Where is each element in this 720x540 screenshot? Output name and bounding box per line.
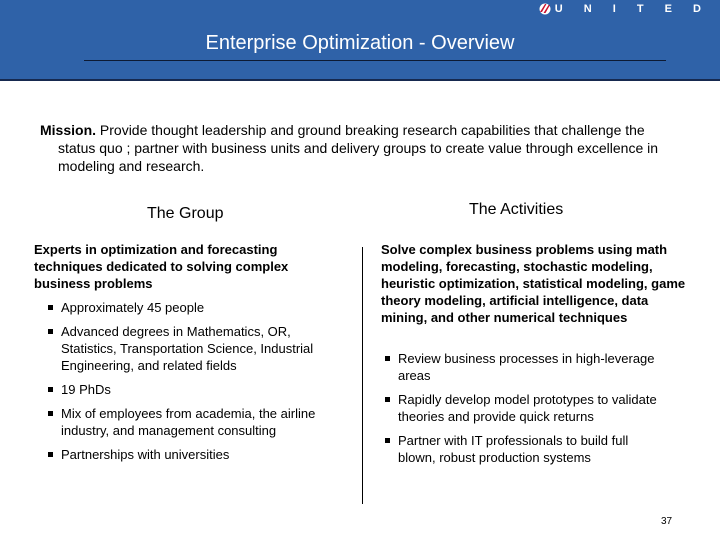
page-number: 37	[661, 516, 673, 527]
bullet-square-icon	[48, 329, 53, 334]
group-bullet	[47, 446, 347, 463]
title-underline	[84, 60, 666, 61]
group-heading: The Group	[147, 205, 224, 222]
bullet-text: Mix of employees from academia, the airline industry, and management consulting	[61, 406, 316, 438]
group-bullet-list	[47, 299, 347, 470]
group-bullet	[47, 323, 347, 374]
bullet-square-icon	[48, 452, 53, 457]
slide-header	[0, 0, 720, 81]
column-divider	[362, 247, 363, 504]
group-lead: Experts in optimization and forecasting techniques dedicated to solving complex business problems	[34, 242, 289, 291]
group-bullet	[47, 405, 347, 439]
bullet-square-icon	[48, 387, 53, 392]
activities-lead: Solve complex business problems using math modeling, forecasting, stochastic modeling, heuristic optimization, statistical modeling, game theory modeling, artificial intelligence, data mining, and other numerical techniques	[381, 242, 686, 325]
bullet-text: Approximately 45 people	[61, 300, 205, 315]
bullet-square-icon	[48, 411, 53, 416]
bullet-square-icon	[385, 356, 390, 361]
activities-heading: The Activities	[469, 201, 564, 218]
bullet-text: Advanced degrees in Mathematics, OR, Statistics, Transportation Science, Industrial Engineering, and related fields	[61, 324, 314, 373]
group-bullet	[47, 381, 347, 398]
activities-bullet	[384, 391, 664, 425]
bullet-text: Partnerships with universities	[61, 447, 230, 462]
bullet-square-icon	[48, 305, 53, 310]
activities-bullet	[384, 350, 664, 384]
bullet-square-icon	[385, 397, 390, 402]
mission-statement	[40, 121, 678, 175]
bullet-square-icon	[385, 438, 390, 443]
group-bullet	[47, 299, 347, 316]
slide-title: Enterprise Optimization - Overview	[205, 32, 515, 54]
bullet-text: Rapidly develop model prototypes to validate theories and provide quick returns	[398, 392, 657, 424]
activities-bullet-list	[384, 350, 664, 473]
activities-bullet	[384, 432, 664, 466]
bullet-text: Partner with IT professionals to build full blown, robust production systems	[398, 433, 629, 465]
bullet-text: Review business processes in high-leverage areas	[398, 351, 655, 383]
united-logo	[538, 2, 710, 16]
united-wordmark: U N I T E D	[554, 3, 710, 15]
united-globe-icon	[538, 3, 552, 15]
mission-label: Mission.	[40, 122, 97, 138]
bullet-text: 19 PhDs	[61, 382, 111, 397]
mission-text: Provide thought leadership and ground breaking research capabilities that challenge the status quo ; partner with business units and delivery groups to create value through excellence in modeling and research.	[58, 122, 659, 174]
